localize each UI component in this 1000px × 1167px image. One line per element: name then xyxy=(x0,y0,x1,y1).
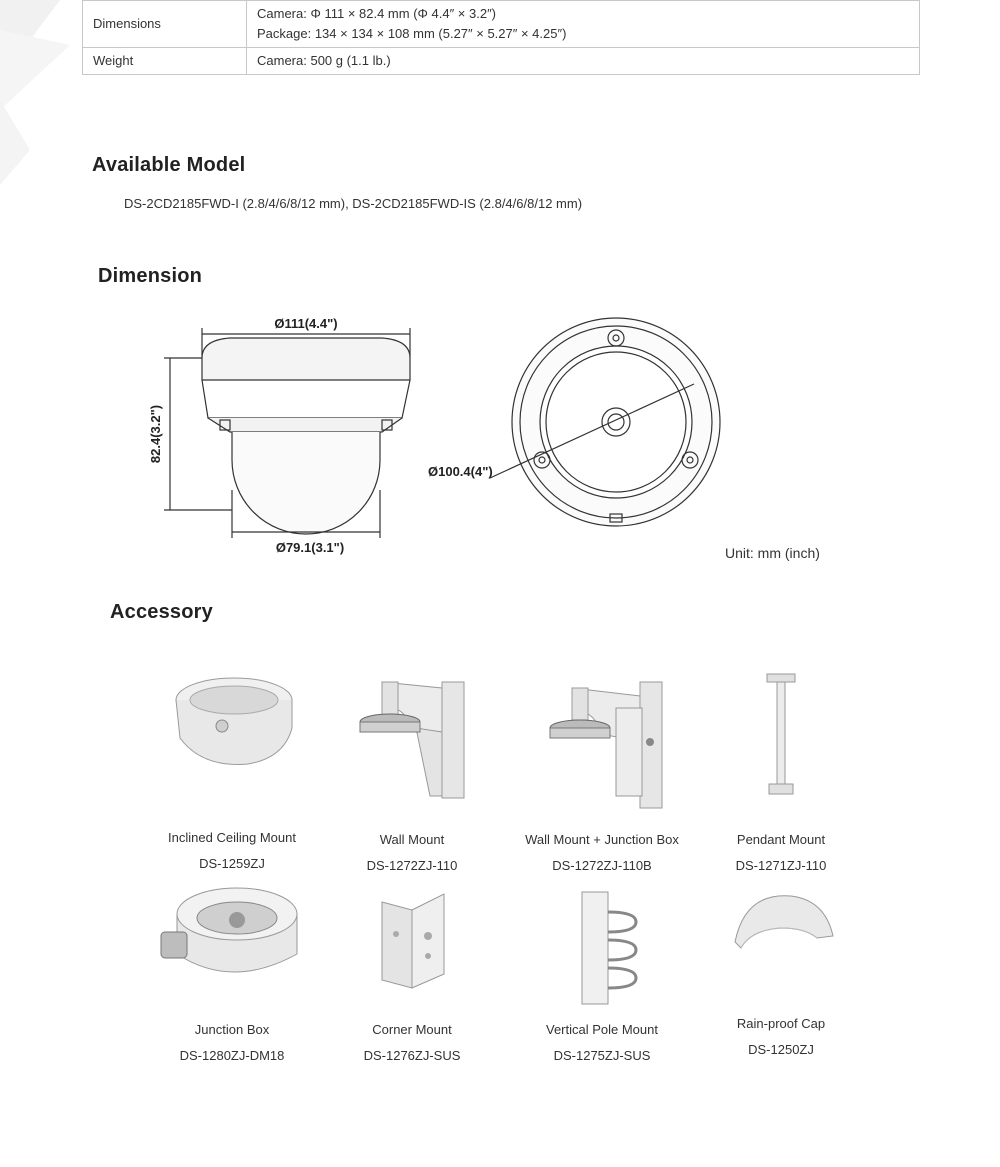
corner-decoration xyxy=(0,0,90,190)
corner-mount-icon xyxy=(362,884,462,996)
top-width-label: Ø111(4.4") xyxy=(274,316,338,331)
spec-label: Weight xyxy=(83,48,247,75)
accessory-item xyxy=(132,884,332,1066)
accessory-code: DS-1259ZJ xyxy=(199,856,265,871)
accessory-code: DS-1272ZJ-110 xyxy=(366,858,458,873)
inclined-ceiling-mount-icon xyxy=(162,668,302,778)
spec-value-line: Package: 134 × 134 × 108 mm (5.27″ × 5.27″ × 4.25″) xyxy=(257,26,567,41)
spec-value xyxy=(247,48,920,75)
accessory-name: Wall Mount xyxy=(379,832,445,847)
spec-value-line: Camera: 500 g (1.1 lb.) xyxy=(257,53,391,68)
accessory-code: DS-1275ZJ-SUS xyxy=(553,1048,651,1063)
dimension-heading: Dimension xyxy=(98,265,203,287)
height-label: 82.4(3.2") xyxy=(148,404,163,464)
available-model-text: DS-2CD2185FWD-I (2.8/4/6/8/12 mm), DS-2CD2185FWD-IS (2.8/4/6/8/12 mm) xyxy=(124,196,583,211)
accessory-item xyxy=(312,884,512,1066)
spec-value xyxy=(247,1,920,48)
accessory-name: Wall Mount + Junction Box xyxy=(525,832,679,847)
accessory-heading: Accessory xyxy=(110,601,213,623)
unit-label: Unit: mm (inch) xyxy=(725,545,820,561)
vertical-pole-mount-icon xyxy=(552,884,652,1008)
accessory-name: Inclined Ceiling Mount xyxy=(168,830,296,845)
accessory-name: Corner Mount xyxy=(372,1022,452,1037)
spec-label: Dimensions xyxy=(83,1,247,48)
accessory-item xyxy=(681,884,881,1060)
spec-value-line: Camera: Φ 111 × 82.4 mm (Φ 4.4″ × 3.2″) xyxy=(257,6,497,21)
pendant-mount-icon xyxy=(711,668,851,808)
available-model-heading: Available Model xyxy=(92,154,246,176)
spec-table xyxy=(82,0,920,75)
accessory-code: DS-1276ZJ-SUS xyxy=(363,1048,461,1063)
bottom-width-label: Ø79.1(3.1") xyxy=(275,540,345,555)
table-row xyxy=(83,1,920,48)
accessory-name: Pendant Mount xyxy=(736,832,826,847)
accessory-name: Junction Box xyxy=(194,1022,270,1037)
accessory-item xyxy=(502,884,702,1066)
dimension-drawing xyxy=(150,300,750,570)
accessory-item xyxy=(312,668,512,876)
base-diameter-label: Ø100.4(4") xyxy=(428,464,493,479)
rain-proof-cap-icon xyxy=(721,884,841,974)
accessory-item xyxy=(132,668,332,874)
accessory-code: DS-1280ZJ-DM18 xyxy=(179,1048,285,1063)
accessory-code: DS-1250ZJ xyxy=(748,1042,814,1057)
accessory-code: DS-1271ZJ-110 xyxy=(735,858,827,873)
wall-mount-icon xyxy=(342,668,482,808)
accessory-name: Vertical Pole Mount xyxy=(545,1022,658,1037)
accessory-code: DS-1272ZJ-110B xyxy=(552,858,652,873)
accessory-name: Rain-proof Cap xyxy=(736,1016,826,1031)
wall-mount-junction-box-icon xyxy=(532,668,672,808)
table-row xyxy=(83,48,920,75)
accessory-item xyxy=(502,668,702,876)
junction-box-icon xyxy=(157,884,307,996)
accessory-item xyxy=(681,668,881,876)
